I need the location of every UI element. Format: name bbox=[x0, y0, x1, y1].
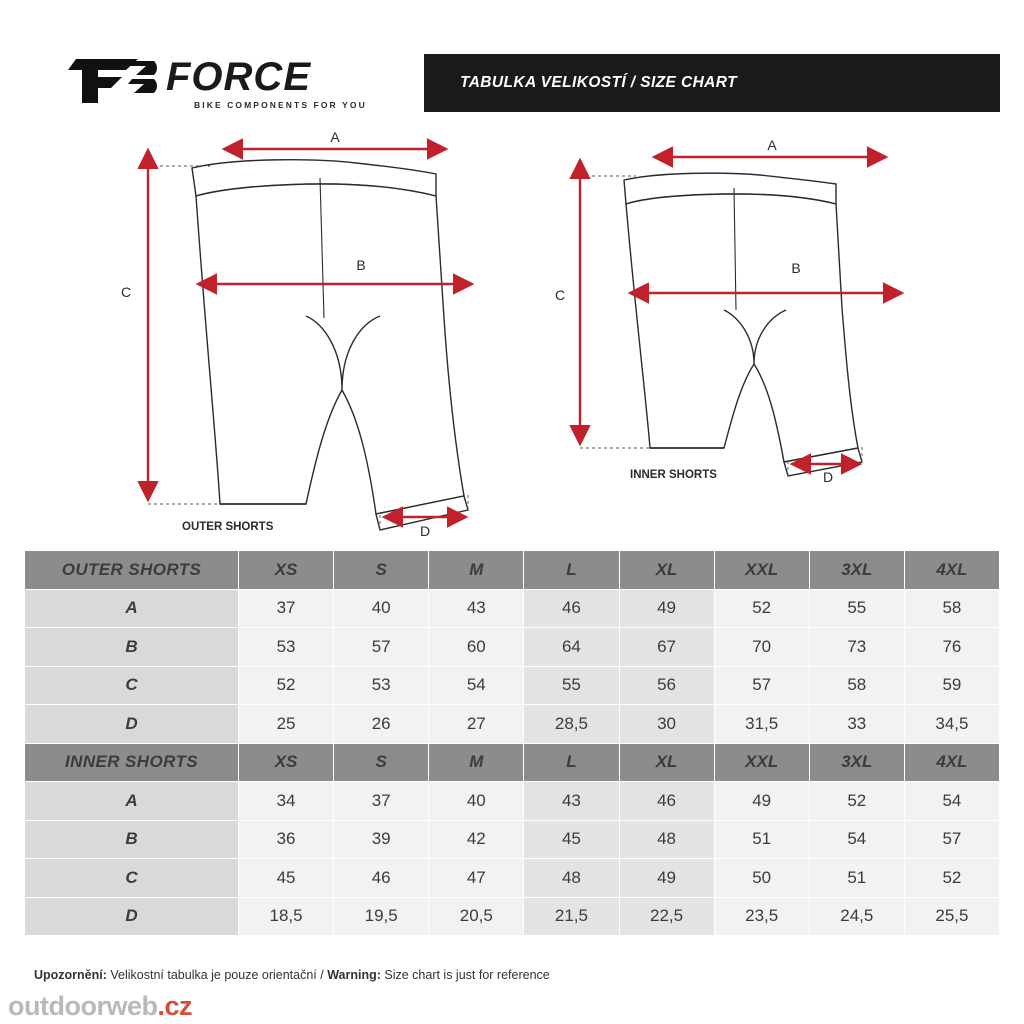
outer-label-a: A bbox=[330, 129, 340, 145]
size-table bbox=[24, 550, 1000, 936]
table-row bbox=[25, 859, 1000, 898]
cell-outer-b-m: 60 bbox=[429, 628, 524, 667]
size-col-inner-l: L bbox=[524, 743, 619, 782]
table-header-row-inner bbox=[25, 743, 1000, 782]
cell-inner-c-4xl: 52 bbox=[904, 859, 999, 898]
row-label-inner-c: C bbox=[25, 859, 239, 898]
section-title-inner: INNER SHORTS bbox=[25, 743, 239, 782]
cell-outer-d-s: 26 bbox=[334, 705, 429, 744]
cell-inner-d-xl: 22,5 bbox=[619, 897, 714, 936]
cell-inner-d-m: 20,5 bbox=[429, 897, 524, 936]
brand-logo bbox=[24, 54, 424, 112]
cell-outer-a-3xl: 55 bbox=[809, 589, 904, 628]
logo-tagline: BIKE COMPONENTS FOR YOU bbox=[194, 99, 367, 110]
section-title-outer: OUTER SHORTS bbox=[25, 551, 239, 590]
cell-inner-d-s: 19,5 bbox=[334, 897, 429, 936]
logo-wordmark: FORCE bbox=[166, 54, 311, 99]
size-col-s: S bbox=[334, 551, 429, 590]
outer-label-c: C bbox=[120, 284, 132, 300]
cell-outer-b-xs: 53 bbox=[239, 628, 334, 667]
row-label-outer-a: A bbox=[25, 589, 239, 628]
cell-outer-d-xl: 30 bbox=[619, 705, 714, 744]
size-col-inner-m: M bbox=[429, 743, 524, 782]
size-col-xl: XL bbox=[619, 551, 714, 590]
size-col-inner-xl: XL bbox=[619, 743, 714, 782]
cell-inner-a-s: 37 bbox=[334, 782, 429, 821]
cell-inner-b-4xl: 57 bbox=[904, 820, 999, 859]
inner-shorts-caption: INNER SHORTS bbox=[630, 469, 717, 481]
cell-inner-a-4xl: 54 bbox=[904, 782, 999, 821]
row-label-outer-d: D bbox=[25, 705, 239, 744]
size-col-3xl: 3XL bbox=[809, 551, 904, 590]
cell-outer-a-xl: 49 bbox=[619, 589, 714, 628]
size-col-inner-3xl: 3XL bbox=[809, 743, 904, 782]
cell-inner-a-l: 43 bbox=[524, 782, 619, 821]
size-col-inner-s: S bbox=[334, 743, 429, 782]
cell-inner-b-l: 45 bbox=[524, 820, 619, 859]
disclaimer-note bbox=[34, 968, 550, 982]
table-row bbox=[25, 897, 1000, 936]
cell-outer-d-xxl: 31,5 bbox=[714, 705, 809, 744]
cell-outer-c-xl: 56 bbox=[619, 666, 714, 705]
size-col-l: L bbox=[524, 551, 619, 590]
cell-outer-a-s: 40 bbox=[334, 589, 429, 628]
cell-inner-b-xs: 36 bbox=[239, 820, 334, 859]
table-row bbox=[25, 666, 1000, 705]
cell-inner-b-3xl: 54 bbox=[809, 820, 904, 859]
cell-outer-c-l: 55 bbox=[524, 666, 619, 705]
outer-label-d: D bbox=[419, 523, 431, 539]
cell-inner-c-xxl: 50 bbox=[714, 859, 809, 898]
cell-inner-a-m: 40 bbox=[429, 782, 524, 821]
cell-inner-c-m: 47 bbox=[429, 859, 524, 898]
watermark-text: outdoorweb bbox=[8, 991, 158, 1021]
cell-outer-b-4xl: 76 bbox=[904, 628, 999, 667]
cell-outer-c-s: 53 bbox=[334, 666, 429, 705]
cell-outer-a-l: 46 bbox=[524, 589, 619, 628]
cell-inner-d-3xl: 24,5 bbox=[809, 897, 904, 936]
inner-shorts-drawing bbox=[555, 137, 902, 485]
cell-inner-c-xs: 45 bbox=[239, 859, 334, 898]
cell-inner-c-3xl: 51 bbox=[809, 859, 904, 898]
cell-inner-a-xl: 46 bbox=[619, 782, 714, 821]
watermark-suffix: .cz bbox=[157, 991, 193, 1021]
page-title: TABULKA VELIKOSTÍ / SIZE CHART bbox=[424, 54, 1000, 112]
cell-outer-b-l: 64 bbox=[524, 628, 619, 667]
row-label-inner-d: D bbox=[25, 897, 239, 936]
table-row bbox=[25, 628, 1000, 667]
outer-label-b: B bbox=[356, 257, 366, 273]
row-label-outer-c: C bbox=[25, 666, 239, 705]
size-col-xs: XS bbox=[239, 551, 334, 590]
watermark bbox=[8, 991, 192, 1022]
disclaimer-text-cs: Velikostní tabulka je pouze orientační / bbox=[106, 968, 328, 982]
cell-outer-a-m: 43 bbox=[429, 589, 524, 628]
inner-label-b: B bbox=[791, 260, 801, 276]
table-header-row-outer bbox=[25, 551, 1000, 590]
size-col-m: M bbox=[429, 551, 524, 590]
cell-inner-c-xl: 49 bbox=[619, 859, 714, 898]
cell-outer-b-3xl: 73 bbox=[809, 628, 904, 667]
cell-outer-c-xxl: 57 bbox=[714, 666, 809, 705]
cell-inner-d-l: 21,5 bbox=[524, 897, 619, 936]
cell-inner-a-xxl: 49 bbox=[714, 782, 809, 821]
cell-outer-c-xs: 52 bbox=[239, 666, 334, 705]
inner-label-a: A bbox=[767, 137, 777, 153]
cell-inner-b-xl: 48 bbox=[619, 820, 714, 859]
cell-inner-a-xs: 34 bbox=[239, 782, 334, 821]
disclaimer-text-en: Size chart is just for reference bbox=[380, 968, 550, 982]
row-label-inner-b: B bbox=[25, 820, 239, 859]
row-label-inner-a: A bbox=[25, 782, 239, 821]
force-f-icon bbox=[68, 57, 160, 105]
cell-outer-c-3xl: 58 bbox=[809, 666, 904, 705]
cell-outer-b-xl: 67 bbox=[619, 628, 714, 667]
cell-inner-c-s: 46 bbox=[334, 859, 429, 898]
row-label-outer-b: B bbox=[25, 628, 239, 667]
cell-outer-d-3xl: 33 bbox=[809, 705, 904, 744]
size-col-inner-xxl: XXL bbox=[714, 743, 809, 782]
size-col-inner-4xl: 4XL bbox=[904, 743, 999, 782]
table-row bbox=[25, 705, 1000, 744]
diagram-area bbox=[24, 118, 1000, 546]
inner-label-d: D bbox=[822, 469, 834, 485]
cell-inner-c-l: 48 bbox=[524, 859, 619, 898]
shorts-diagrams bbox=[24, 118, 1000, 546]
cell-inner-a-3xl: 52 bbox=[809, 782, 904, 821]
cell-outer-a-xxl: 52 bbox=[714, 589, 809, 628]
header-bar bbox=[24, 54, 1000, 112]
cell-outer-c-m: 54 bbox=[429, 666, 524, 705]
cell-inner-b-m: 42 bbox=[429, 820, 524, 859]
cell-outer-a-4xl: 58 bbox=[904, 589, 999, 628]
cell-outer-b-xxl: 70 bbox=[714, 628, 809, 667]
cell-outer-d-l: 28,5 bbox=[524, 705, 619, 744]
size-col-xxl: XXL bbox=[714, 551, 809, 590]
table-row bbox=[25, 820, 1000, 859]
cell-inner-b-xxl: 51 bbox=[714, 820, 809, 859]
cell-inner-d-4xl: 25,5 bbox=[904, 897, 999, 936]
size-table-wrapper bbox=[24, 550, 1000, 936]
cell-outer-a-xs: 37 bbox=[239, 589, 334, 628]
size-col-inner-xs: XS bbox=[239, 743, 334, 782]
inner-label-c: C bbox=[554, 287, 566, 303]
disclaimer-label-cs: Upozornění: bbox=[34, 968, 107, 982]
cell-inner-d-xxl: 23,5 bbox=[714, 897, 809, 936]
table-row bbox=[25, 782, 1000, 821]
cell-outer-c-4xl: 59 bbox=[904, 666, 999, 705]
outer-shorts-drawing bbox=[121, 129, 472, 539]
cell-inner-d-xs: 18,5 bbox=[239, 897, 334, 936]
cell-outer-b-s: 57 bbox=[334, 628, 429, 667]
cell-outer-d-xs: 25 bbox=[239, 705, 334, 744]
disclaimer-label-en: Warning: bbox=[327, 968, 381, 982]
cell-outer-d-m: 27 bbox=[429, 705, 524, 744]
size-col-4xl: 4XL bbox=[904, 551, 999, 590]
table-row bbox=[25, 589, 1000, 628]
cell-outer-d-4xl: 34,5 bbox=[904, 705, 999, 744]
cell-inner-b-s: 39 bbox=[334, 820, 429, 859]
outer-shorts-caption: OUTER SHORTS bbox=[182, 521, 274, 533]
